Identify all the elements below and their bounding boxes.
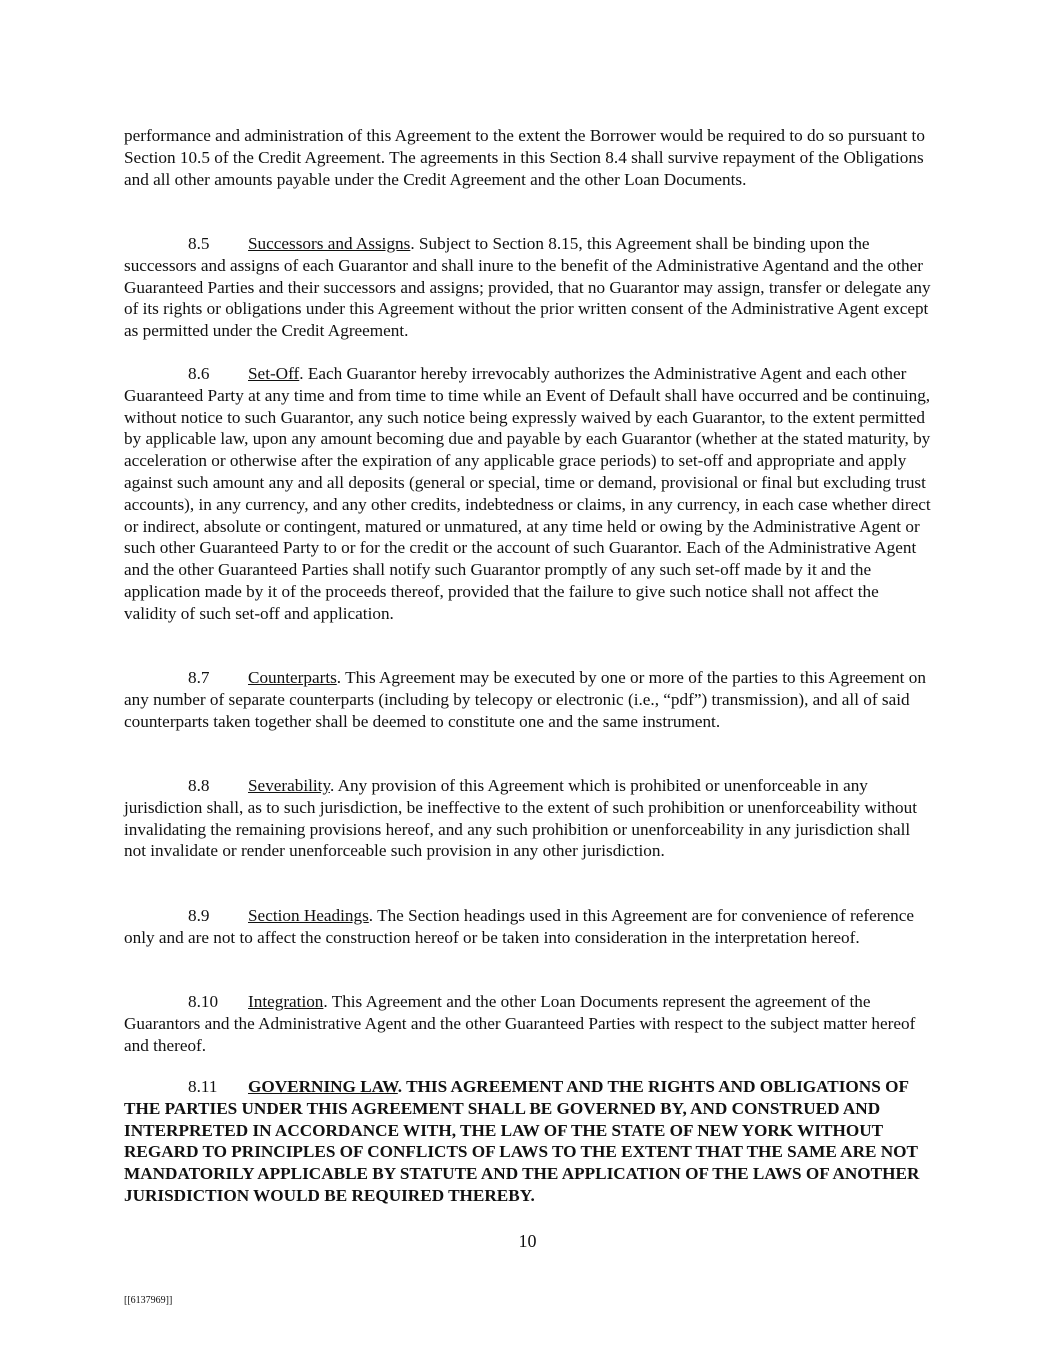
section-8-7 (124, 667, 932, 732)
section-heading: GOVERNING LAW (248, 1077, 398, 1096)
section-number: 8.6 (188, 364, 210, 383)
section-number: 8.11 (188, 1077, 218, 1096)
intro-paragraph: performance and administration of this Agreement to the extent the Borrower would be required to do so pursuant to Section 10.5 of the Credit Agreement. The agreements in this Section 8.4 shall survive repayment of the Obligations and all other amounts payable under the Credit Agreement and the other Loan Documents. (124, 126, 925, 189)
section-body: . Each Guarantor hereby irrevocably authorizes the Administrative Agent and each other Guaranteed Party at any time and from time to time while an Event of Default shall have occurred and be continuing, without notice to such Guarantor, any such notice being expressly waived by each Guarantor, to the extent permitted by applicable law, upon any amount becoming due and payable by each Guarantor (whether at the stated maturity, by acceleration or otherwise after the expiration of any applicable grace periods) to set-off and appropriate and apply against such amount any and all deposits (general or special, time or demand, provisional or final but excluding trust accounts), in any currency, and any other credits, indebtedness or claims, in any currency, in each case whether direct or indirect, absolute or contingent, matured or unmatured, at any time held or owing by the Administrative Agent or such other Guaranteed Party to or for the credit or the account of such Guarantor. Each of the Administrative Agent and the other Guaranteed Parties shall notify such Guarantor promptly of any such set-off made by it and the application made by it of the proceeds thereof, provided that the failure to give such notice shall not affect the validity of such set-off and application. (124, 364, 931, 623)
section-body: . Subject to Section 8.15, this Agreement shall be binding upon the successors and assigns of each Guarantor and shall inure to the benefit of the Administrative Agentand and the other Guaranteed Parties and their successors and assigns; provided, that no Guarantor may assign, transfer or delegate any of its rights or obligations under this Agreement without the prior written consent of the Administrative Agent except as permitted under the Credit Agreement. (124, 234, 931, 341)
page-number: 10 (518, 1231, 537, 1251)
section-number: 8.8 (188, 776, 210, 795)
section-heading: Successors and Assigns (248, 234, 411, 253)
section-heading: Counterparts (248, 668, 337, 687)
section-body: . Any provision of this Agreement which is prohibited or unenforceable in any jurisdiction shall, as to such jurisdiction, be ineffective to the extent of such prohibition or unenforceability without invalidating the remaining provisions hereof, and any such prohibition or unenforceability in any jurisdiction shall not invalidate or render unenforceable such provision in any other jurisdiction. (124, 776, 917, 861)
section-8-6 (124, 363, 932, 625)
section-heading: Section Headings (248, 906, 369, 925)
section-8-10 (124, 991, 932, 1056)
document-id: [[6137969]] (124, 1295, 173, 1306)
section-body: . This Agreement and the other Loan Documents represent the agreement of the Guarantors and the Administrative Agent and the other Guaranteed Parties with respect to the subject matter hereof and thereof. (124, 992, 916, 1055)
section-number: 8.10 (188, 992, 219, 1011)
section-8-9 (124, 905, 932, 949)
section-heading: Integration (248, 992, 324, 1011)
section-body: . THIS AGREEMENT AND THE RIGHTS AND OBLIGATIONS OF THE PARTIES UNDER THIS AGREEMENT SHALL BE GOVERNED BY, AND CONSTRUED AND INTERPRETED IN ACCORDANCE WITH, THE LAW OF THE STATE OF NEW YORK WITHOUT REGARD TO PRINCIPLES OF CONFLICTS OF LAWS TO THE EXTENT THAT THE SAME ARE NOT MANDATORILY APPLICABLE BY STATUTE AND THE APPLICATION OF THE LAWS OF ANOTHER JURISDICTION WOULD BE REQUIRED THEREBY. (124, 1077, 920, 1205)
section-8-5 (124, 233, 932, 342)
section-number: 8.9 (188, 906, 210, 925)
section-body: . The Section headings used in this Agreement are for convenience of reference only and are not to affect the construction hereof or be taken into consideration in the interpretation hereof. (124, 906, 914, 947)
section-heading: Severability (248, 776, 330, 795)
section-body: . This Agreement may be executed by one or more of the parties to this Agreement on any number of separate counterparts (including by telecopy or electronic (i.e., “pdf”) transmission), and all of said counterparts taken together shall be deemed to constitute one and the same instrument. (124, 668, 926, 731)
section-heading: Set-Off (248, 364, 300, 383)
section-number: 8.7 (188, 668, 210, 687)
section-number: 8.5 (188, 234, 210, 253)
section-8-8 (124, 775, 932, 862)
section-8-11 (124, 1076, 932, 1207)
